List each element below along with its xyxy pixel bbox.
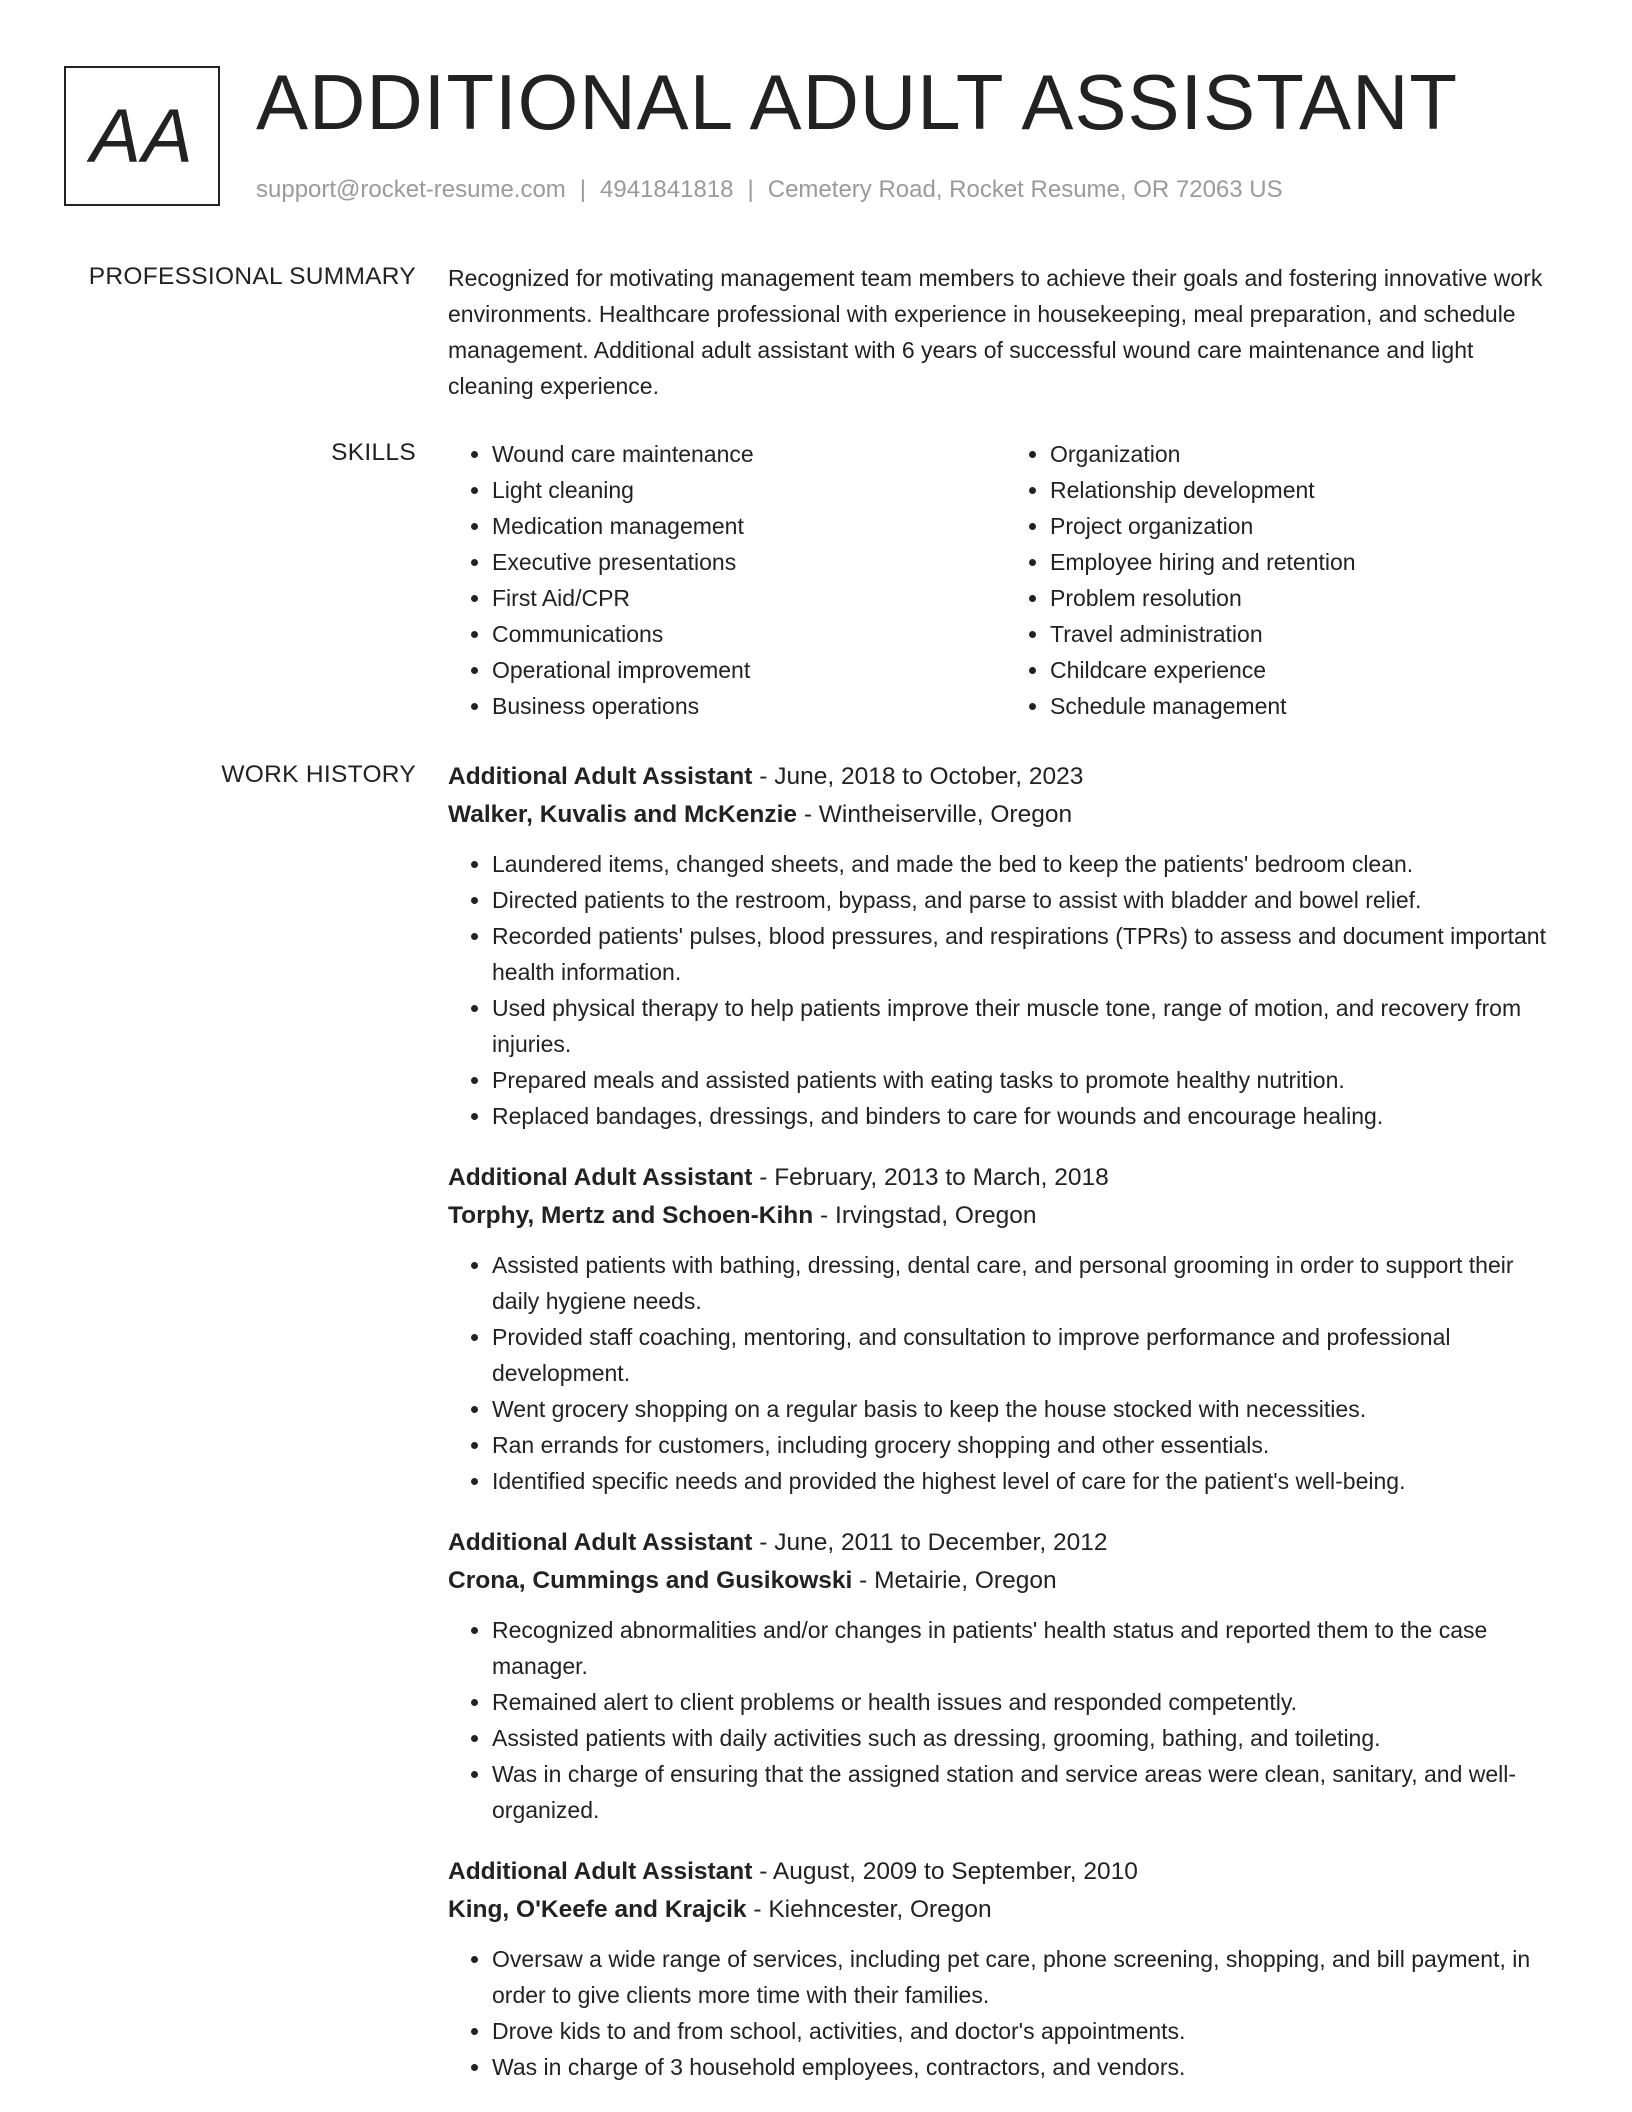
job-location: - Kiehncester, Oregon [746, 1896, 992, 1923]
job-duty-item: • Ran errands for customers, including grocery shopping and other essentials. [492, 1427, 1564, 1463]
job-dates: - August, 2009 to September, 2010 [752, 1858, 1138, 1885]
work-history-body [448, 758, 1564, 2110]
job-duty-item: • Prepared meals and assisted patients with eating tasks to promote healthy nutrition. [492, 1062, 1564, 1098]
skills-list-right [1006, 436, 1564, 724]
job-duty-item: • Used physical therapy to help patients improve their muscle tone, range of motion, and recovery from injuries. [492, 990, 1564, 1062]
skill-item: • Employee hiring and retention [1050, 544, 1564, 580]
job-company-line [448, 1197, 1564, 1235]
job-company-line [448, 1562, 1564, 1600]
job-duty-item: • Provided staff coaching, mentoring, and consultation to improve performance and professional development. [492, 1319, 1564, 1391]
job-entry [448, 758, 1564, 1134]
contact-line [256, 174, 1283, 205]
job-duties-list [448, 1941, 1564, 2085]
job-title-line [448, 1159, 1564, 1197]
job-title: Additional Adult Assistant [448, 763, 753, 790]
job-duty-item: • Went grocery shopping on a regular basis to keep the house stocked with necessities. [492, 1391, 1564, 1427]
contact-phone[interactable]: 4941841818 [600, 176, 734, 203]
job-company: Crona, Cummings and Gusikowski [448, 1567, 853, 1594]
job-title-line [448, 1524, 1564, 1562]
job-title: Additional Adult Assistant [448, 1529, 753, 1556]
job-company-line [448, 796, 1564, 834]
job-dates: - February, 2013 to March, 2018 [752, 1164, 1109, 1191]
job-duty-item: • Recognized abnormalities and/or changes in patients' health status and reported them to the case manager. [492, 1612, 1564, 1684]
skill-item: • Medication management [492, 508, 1006, 544]
job-title: Additional Adult Assistant [448, 1164, 753, 1191]
job-duty-item: • Replaced bandages, dressings, and binders to care for wounds and encourage healing. [492, 1098, 1564, 1134]
skills-list-left [448, 436, 1006, 724]
contact-separator: | [747, 176, 754, 203]
skill-item: • Project organization [1050, 508, 1564, 544]
skill-item: • Business operations [492, 688, 1006, 724]
job-duties-list [448, 1247, 1564, 1499]
job-duty-item: • Remained alert to client problems or health issues and responded competently. [492, 1684, 1564, 1720]
job-duty-item: • Assisted patients with daily activities such as dressing, grooming, bathing, and toileting. [492, 1720, 1564, 1756]
contact-address: Cemetery Road, Rocket Resume, OR 72063 US [767, 176, 1283, 203]
job-duty-item: • Drove kids to and from school, activities, and doctor's appointments. [492, 2013, 1564, 2049]
skills-body [448, 436, 1564, 724]
work-history-heading: WORK HISTORY [221, 761, 416, 788]
job-company: King, O'Keefe and Krajcik [448, 1896, 747, 1923]
job-title-line [448, 1853, 1564, 1891]
job-duty-item: • Was in charge of ensuring that the assigned station and service areas were clean, sanitary, and well-organized. [492, 1756, 1564, 1828]
skill-item: • Organization [1050, 436, 1564, 472]
skill-item: • Wound care maintenance [492, 436, 1006, 472]
job-duties-list [448, 846, 1564, 1134]
skill-item: • Executive presentations [492, 544, 1006, 580]
job-dates: - June, 2011 to December, 2012 [752, 1529, 1108, 1556]
job-duty-item: • Oversaw a wide range of services, including pet care, phone screening, shopping, and bill payment, in order to give clients more time with their families. [492, 1941, 1564, 2013]
job-location: - Irvingstad, Oregon [813, 1202, 1037, 1229]
skill-item: • Travel administration [1050, 616, 1564, 652]
job-dates: - June, 2018 to October, 2023 [752, 763, 1084, 790]
summary-heading: PROFESSIONAL SUMMARY [88, 263, 416, 290]
job-duty-item: • Identified specific needs and provided the highest level of care for the patient's well-being. [492, 1463, 1564, 1499]
job-duty-item: • Recorded patients' pulses, blood pressures, and respirations (TPRs) to assess and document important health information. [492, 918, 1564, 990]
job-company: Walker, Kuvalis and McKenzie [448, 801, 798, 828]
skill-item: • Operational improvement [492, 652, 1006, 688]
job-title: Additional Adult Assistant [448, 1858, 753, 1885]
job-company-line [448, 1891, 1564, 1929]
job-title-line [448, 758, 1564, 796]
skill-item: • First Aid/CPR [492, 580, 1006, 616]
summary-body [448, 260, 1564, 404]
job-company: Torphy, Mertz and Schoen-Kihn [448, 1202, 814, 1229]
job-location: - Metairie, Oregon [852, 1567, 1057, 1594]
contact-email[interactable]: support@rocket-resume.com [256, 176, 566, 203]
job-location: - Wintheiserville, Oregon [797, 801, 1073, 828]
skill-item: • Problem resolution [1050, 580, 1564, 616]
skill-item: • Communications [492, 616, 1006, 652]
job-entry [448, 1524, 1564, 1828]
skill-item: • Schedule management [1050, 688, 1564, 724]
summary-text: Recognized for motivating management team members to achieve their goals and fostering innovative work environments. Healthcare professional with experience in housekeeping, meal preparation, and schedule management. Additional adult assistant with 6 years of successful wound care maintenance and light cleaning experience. [448, 265, 1543, 399]
job-duty-item: • Laundered items, changed sheets, and made the bed to keep the patients' bedroom clean. [492, 846, 1564, 882]
skills-heading: SKILLS [331, 439, 416, 466]
monogram-logo: AA [64, 66, 220, 206]
job-duty-item: • Directed patients to the restroom, bypass, and parse to assist with bladder and bowel relief. [492, 882, 1564, 918]
contact-separator: | [579, 176, 587, 203]
job-duty-item: • Assisted patients with bathing, dressing, dental care, and personal grooming in order to support their daily hygiene needs. [492, 1247, 1564, 1319]
job-entry [448, 1159, 1564, 1499]
job-entry [448, 1853, 1564, 2085]
candidate-name: ADDITIONAL ADULT ASSISTANT [256, 58, 1459, 146]
job-duties-list [448, 1612, 1564, 1828]
job-duty-item: • Was in charge of 3 household employees, contractors, and vendors. [492, 2049, 1564, 2085]
skill-item: • Light cleaning [492, 472, 1006, 508]
skill-item: • Relationship development [1050, 472, 1564, 508]
skill-item: • Childcare experience [1050, 652, 1564, 688]
